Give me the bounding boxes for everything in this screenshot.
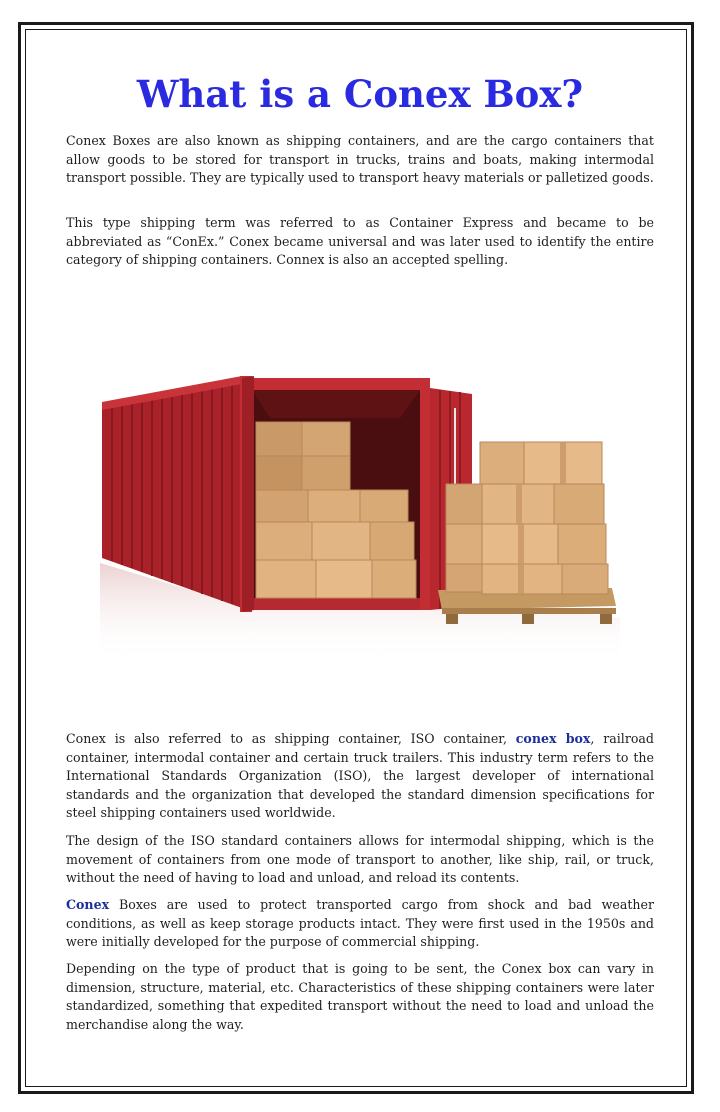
paragraph-iso-text-end: , railroad container, intermodal container and certain truck trailers. This industry term refers to the International Standards Organization (ISO), the largest developer of international standards and the organization that developed the standard dimension specifications for steel shipping containers used worldwide.	[66, 731, 654, 821]
paragraph-iso-text-start: Conex is also referred to as shipping container, ISO container,	[66, 731, 516, 746]
paragraph-iso-design: The design of the ISO standard containers allows for intermodal shipping, which is the movement of containers from one mode of transport to another, like ship, rail, or truck, without the need of having to load and unload, and reload its contents.	[66, 833, 654, 886]
paragraph-conex-origin: This type shipping term was referred to as Container Express and became to be abbreviated as “ConEx.” Conex became universal and was later used to identify the entire category of shipping containers. Connex is also an accepted spelling.	[66, 215, 654, 268]
container-illustration	[60, 318, 660, 698]
paragraph-conex-protection	[66, 896, 654, 952]
conex-link[interactable]: Conex	[66, 897, 110, 912]
paragraph-intro: Conex Boxes are also known as shipping containers, and are the cargo containers that allow goods to be stored for transport in trucks, trains and boats, making intermodal transport possible. They are typically used to transport heavy materials or palletized goods.	[66, 133, 654, 186]
paragraph-protection-text: Boxes are used to protect transported cargo from shock and bad weather conditions, as well as keep storage products intact. They were first used in the 1950s and were initially developed for the purpose of commercial shipping.	[66, 897, 654, 950]
page-title: What is a Conex Box?	[136, 72, 584, 116]
conex-box-link[interactable]: conex box	[515, 731, 591, 746]
paragraph-standardization: Depending on the type of product that is going to be sent, the Conex box can vary in dimension, structure, material, etc. Characteristics of these shipping containers were later standardized, something that expedited transport without the need to load and unload the merchandise along the way.	[66, 961, 654, 1032]
paragraph-iso-container	[66, 730, 654, 823]
